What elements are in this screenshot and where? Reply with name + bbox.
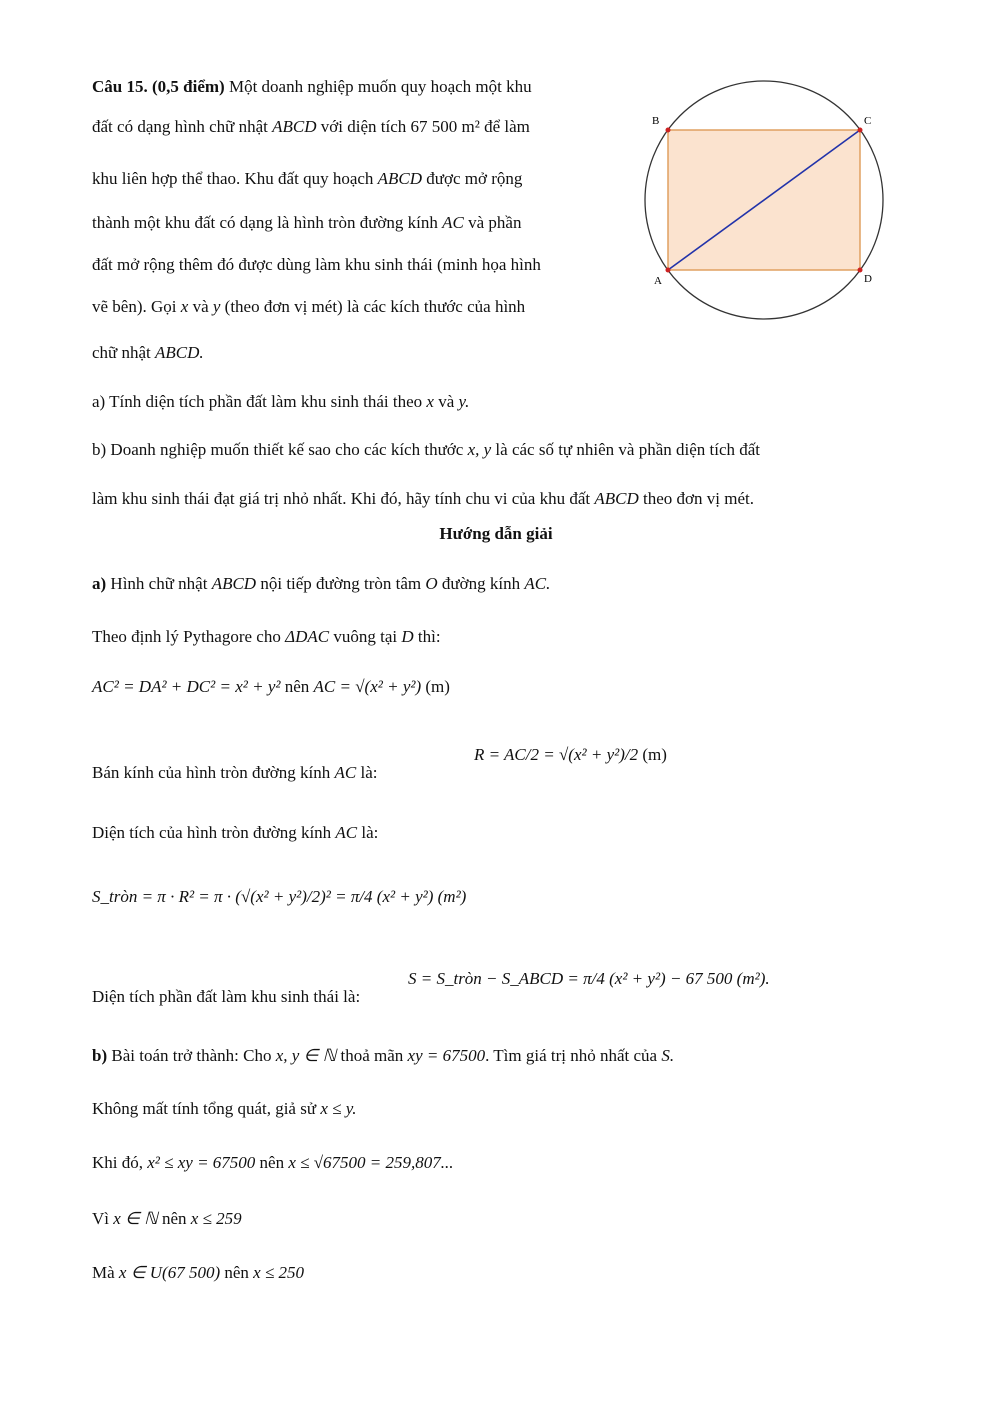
problem-line-2: đất có dạng hình chữ nhật ABCD với diện tích 67 500 m² để làm	[92, 117, 530, 136]
problem-line-4: thành một khu đất có dạng là hình tròn đường kính AC và phần	[92, 213, 522, 232]
label-c: C	[864, 115, 872, 127]
solution-line-9: Không mất tính tổng quát, giả sử x ≤ y.	[92, 1099, 357, 1118]
problem-line-6: vẽ bên). Gọi x và y (theo đơn vị mét) là các kích thước của hình	[92, 297, 526, 316]
radius-formula: R = AC/2 = √(x² + y²)/2 (m)	[474, 745, 667, 764]
point-b	[666, 128, 671, 133]
problem-heading: Câu 15. (0,5 điểm)	[92, 77, 225, 96]
point-d	[858, 268, 863, 273]
label-d: D	[864, 273, 872, 285]
problem-line-3: khu liên hợp thể thao. Khu đất quy hoạch ABCD được mở rộng	[92, 169, 523, 188]
question-b-line-2: làm khu sinh thái đạt giá trị nhỏ nhất. Khi đó, hãy tính chu vi của khu đất ABCD theo đơn vị mét.	[92, 489, 754, 508]
point-a	[666, 268, 671, 273]
circle-rectangle-figure	[640, 76, 900, 326]
problem-line-7: chữ nhật ABCD.	[92, 343, 204, 362]
label-b: B	[652, 115, 660, 127]
eco-area-formula: S = S_tròn − S_ABCD = π/4 (x² + y²) − 67 500 (m²).	[408, 969, 770, 988]
question-a: a) Tính diện tích phần đất làm khu sinh thái theo x và y.	[92, 392, 470, 411]
solution-line-2: Theo định lý Pythagore cho ΔDAC vuông tại D thì:	[92, 627, 441, 646]
solution-line-7: Diện tích phần đất làm khu sinh thái là:	[92, 987, 361, 1006]
solution-line-5: Diện tích của hình tròn đường kính AC là:	[92, 823, 379, 842]
question-b-line-1: b) Doanh nghiệp muốn thiết kế sao cho các kích thước x, y là các số tự nhiên và phần diện tích đất	[92, 440, 761, 459]
solution-line-4: Bán kính của hình tròn đường kính AC là:	[92, 763, 378, 782]
solution-line-8: b) Bài toán trở thành: Cho x, y ∈ ℕ thoả mãn xy = 67500. Tìm giá trị nhỏ nhất của S.	[92, 1046, 675, 1065]
solution-line-3: AC² = DA² + DC² = x² + y² nên AC = √(x² + y²) (m)	[92, 677, 450, 696]
point-c	[858, 128, 863, 133]
solution-line-12: Mà x ∈ U(67 500) nên x ≤ 250	[92, 1263, 305, 1282]
solution-line-10: Khi đó, x² ≤ xy = 67500 nên x ≤ √67500 = 259,807...	[92, 1153, 454, 1172]
circle-area-formula: S_tròn = π · R² = π · (√(x² + y²)/2)² = π/4 (x² + y²) (m²)	[92, 887, 467, 906]
solution-line-1: a) Hình chữ nhật ABCD nội tiếp đường tròn tâm O đường kính AC.	[92, 574, 551, 593]
solution-line-11: Vì x ∈ ℕ nên x ≤ 259	[92, 1209, 242, 1228]
solution-title: Hướng dẫn giải	[439, 524, 553, 543]
problem-line-5: đất mở rộng thêm đó được dùng làm khu sinh thái (minh họa hình	[92, 255, 541, 274]
problem-line-1: Câu 15. (0,5 điểm) Một doanh nghiệp muốn quy hoạch một khu	[92, 77, 532, 96]
label-a: A	[654, 275, 662, 287]
